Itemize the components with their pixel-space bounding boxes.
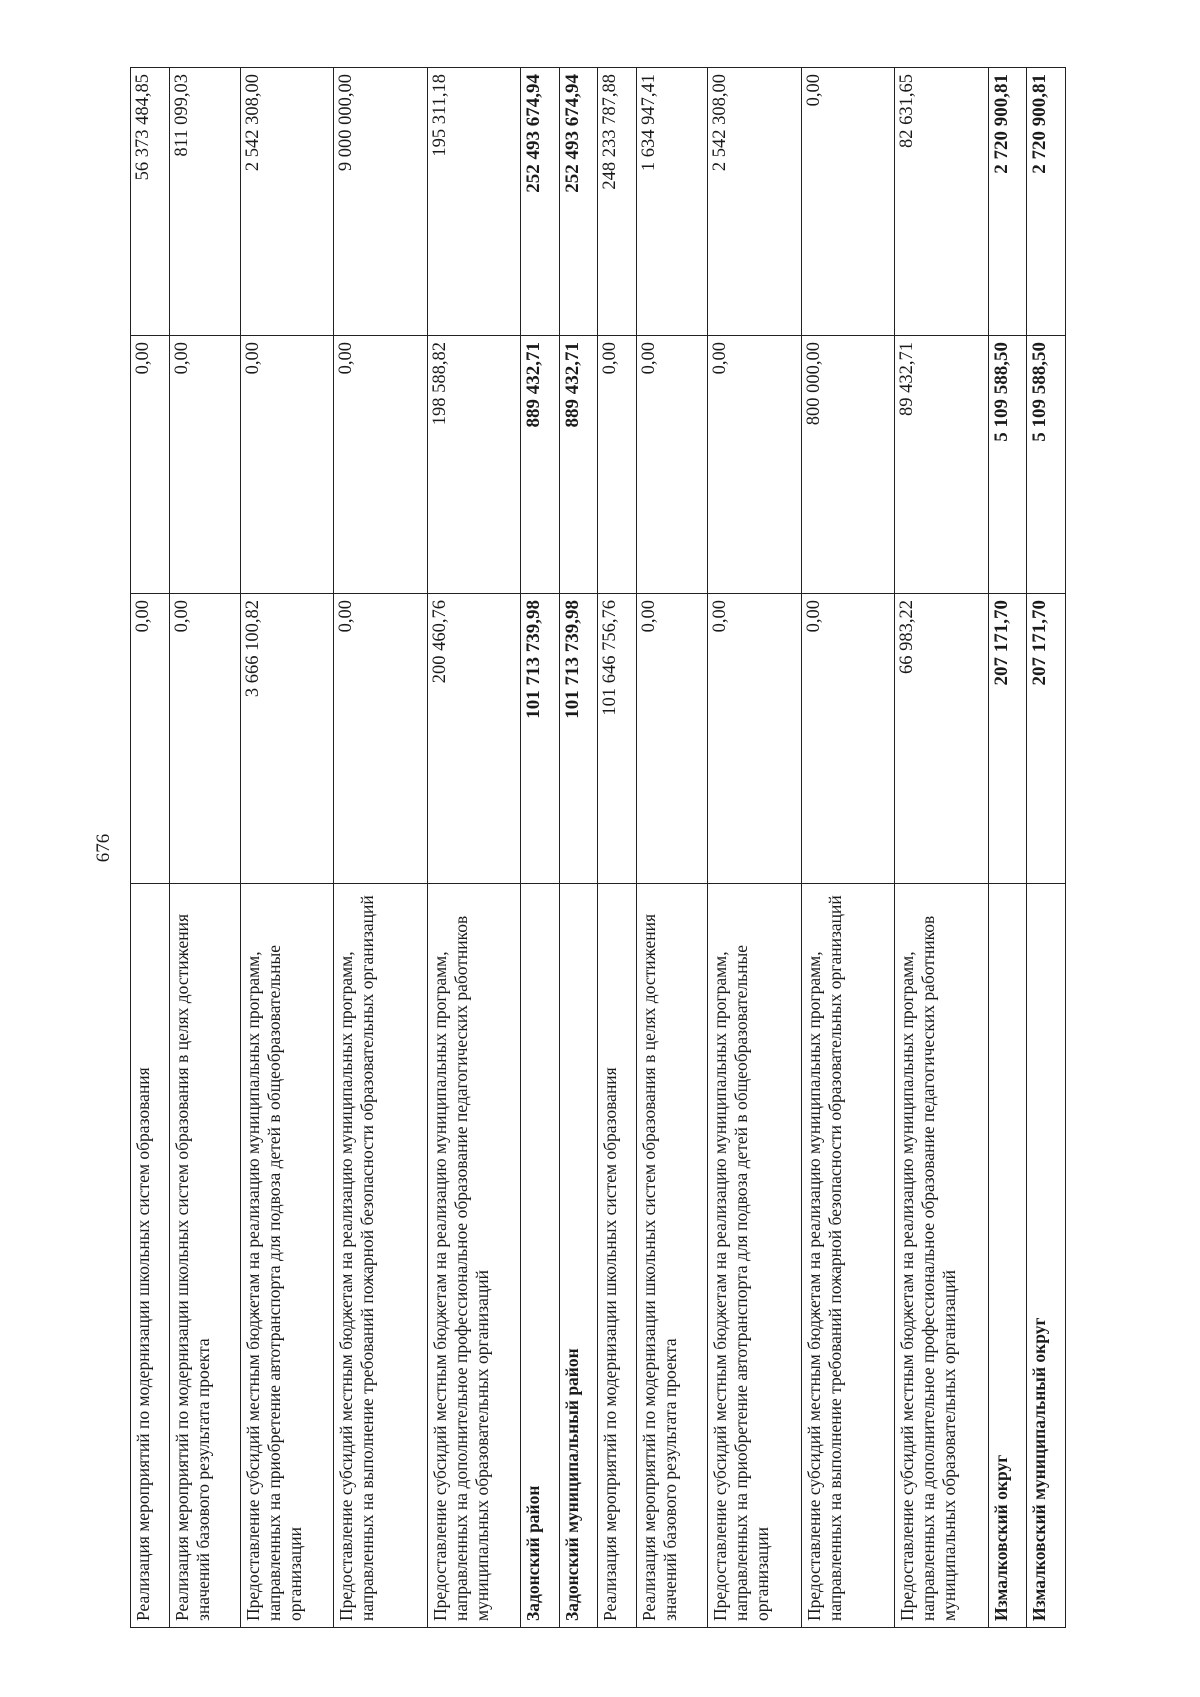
value-col3: 252 493 674,94 (559, 68, 598, 336)
value-col1: 0,00 (708, 594, 802, 884)
page-number: 676 (93, 833, 114, 863)
value-col2: 800 000,00 (801, 336, 895, 594)
value-col2: 0,00 (169, 336, 240, 594)
value-col2: 0,00 (131, 336, 170, 594)
value-col1: 207 171,70 (1027, 594, 1066, 884)
value-col3: 9 000 000,00 (334, 68, 428, 336)
table-row-subtotal (559, 68, 598, 1628)
value-col3: 2 720 900,81 (1027, 68, 1066, 336)
value-col3: 82 631,65 (895, 68, 989, 336)
value-col2: 5 109 588,50 (988, 336, 1027, 594)
table-row (169, 68, 240, 1628)
table-row (131, 68, 170, 1628)
row-name: Задонский муниципальный район (559, 884, 598, 1628)
value-col1: 0,00 (169, 594, 240, 884)
table-row (637, 68, 708, 1628)
value-col3: 2 542 308,00 (240, 68, 334, 336)
row-name: Измалковский округ (988, 884, 1027, 1628)
rotated-table-container (130, 68, 1066, 1628)
row-name: Реализация мероприятий по модернизации школьных систем образования (598, 884, 637, 1628)
value-col2: 889 432,71 (521, 336, 560, 594)
value-col1: 3 666 100,82 (240, 594, 334, 884)
row-name: Предоставление субсидий местным бюджетам на реализацию муниципальных программ, направленных на дополнительное профессиональное образование педагогических работников муниципальных образовательных организаций (895, 884, 989, 1628)
table-row (708, 68, 802, 1628)
table-row (895, 68, 989, 1628)
table-row (598, 68, 637, 1628)
value-col2: 0,00 (637, 336, 708, 594)
row-name: Предоставление субсидий местным бюджетам на реализацию муниципальных программ, направленных на выполнение требований пожарной безопасности образовательных организаций (334, 884, 428, 1628)
value-col1: 0,00 (801, 594, 895, 884)
value-col3: 2 720 900,81 (988, 68, 1027, 336)
table-row (240, 68, 334, 1628)
budget-table (130, 67, 1066, 1628)
row-name: Измалковский муниципальный округ (1027, 884, 1066, 1628)
value-col3: 56 373 484,85 (131, 68, 170, 336)
value-col1: 0,00 (334, 594, 428, 884)
value-col2: 0,00 (240, 336, 334, 594)
value-col3: 2 542 308,00 (708, 68, 802, 336)
row-name: Предоставление субсидий местным бюджетам на реализацию муниципальных программ, направленных на приобретение автотранспорта для подвоза детей в общеобразовательные организации (240, 884, 334, 1628)
row-name: Реализация мероприятий по модернизации школьных систем образования (131, 884, 170, 1628)
table-row (801, 68, 895, 1628)
row-name: Предоставление субсидий местным бюджетам на реализацию муниципальных программ, направленных на дополнительное профессиональное образование педагогических работников муниципальных образовательных организаций (427, 884, 521, 1628)
value-col3: 811 099,03 (169, 68, 240, 336)
value-col1: 207 171,70 (988, 594, 1027, 884)
value-col1: 200 460,76 (427, 594, 521, 884)
value-col3: 1 634 947,41 (637, 68, 708, 336)
value-col1: 0,00 (131, 594, 170, 884)
value-col2: 89 432,71 (895, 336, 989, 594)
value-col3: 0,00 (801, 68, 895, 336)
value-col2: 889 432,71 (559, 336, 598, 594)
table-row (427, 68, 521, 1628)
value-col2: 0,00 (708, 336, 802, 594)
value-col2: 0,00 (334, 336, 428, 594)
row-name: Реализация мероприятий по модернизации школьных систем образования в целях достижения значений базового результата проекта (637, 884, 708, 1628)
value-col2: 5 109 588,50 (1027, 336, 1066, 594)
value-col3: 248 233 787,88 (598, 68, 637, 336)
value-col1: 66 983,22 (895, 594, 989, 884)
value-col3: 252 493 674,94 (521, 68, 560, 336)
value-col1: 101 713 739,98 (521, 594, 560, 884)
table-row (334, 68, 428, 1628)
row-name: Предоставление субсидий местным бюджетам на реализацию муниципальных программ, направленных на выполнение требований пожарной безопасности образовательных организаций (801, 884, 895, 1628)
value-col1: 0,00 (637, 594, 708, 884)
row-name: Предоставление субсидий местным бюджетам на реализацию муниципальных программ, направленных на приобретение автотранспорта для подвоза детей в общеобразовательные организации (708, 884, 802, 1628)
table-row-subtotal (521, 68, 560, 1628)
value-col2: 0,00 (598, 336, 637, 594)
value-col2: 198 588,82 (427, 336, 521, 594)
value-col1: 101 713 739,98 (559, 594, 598, 884)
row-name: Задонский район (521, 884, 560, 1628)
table-row-subtotal (988, 68, 1027, 1628)
value-col1: 101 646 756,76 (598, 594, 637, 884)
row-name: Реализация мероприятий по модернизации школьных систем образования в целях достижения значений базового результата проекта (169, 884, 240, 1628)
value-col3: 195 311,18 (427, 68, 521, 336)
table-row-subtotal (1027, 68, 1066, 1628)
